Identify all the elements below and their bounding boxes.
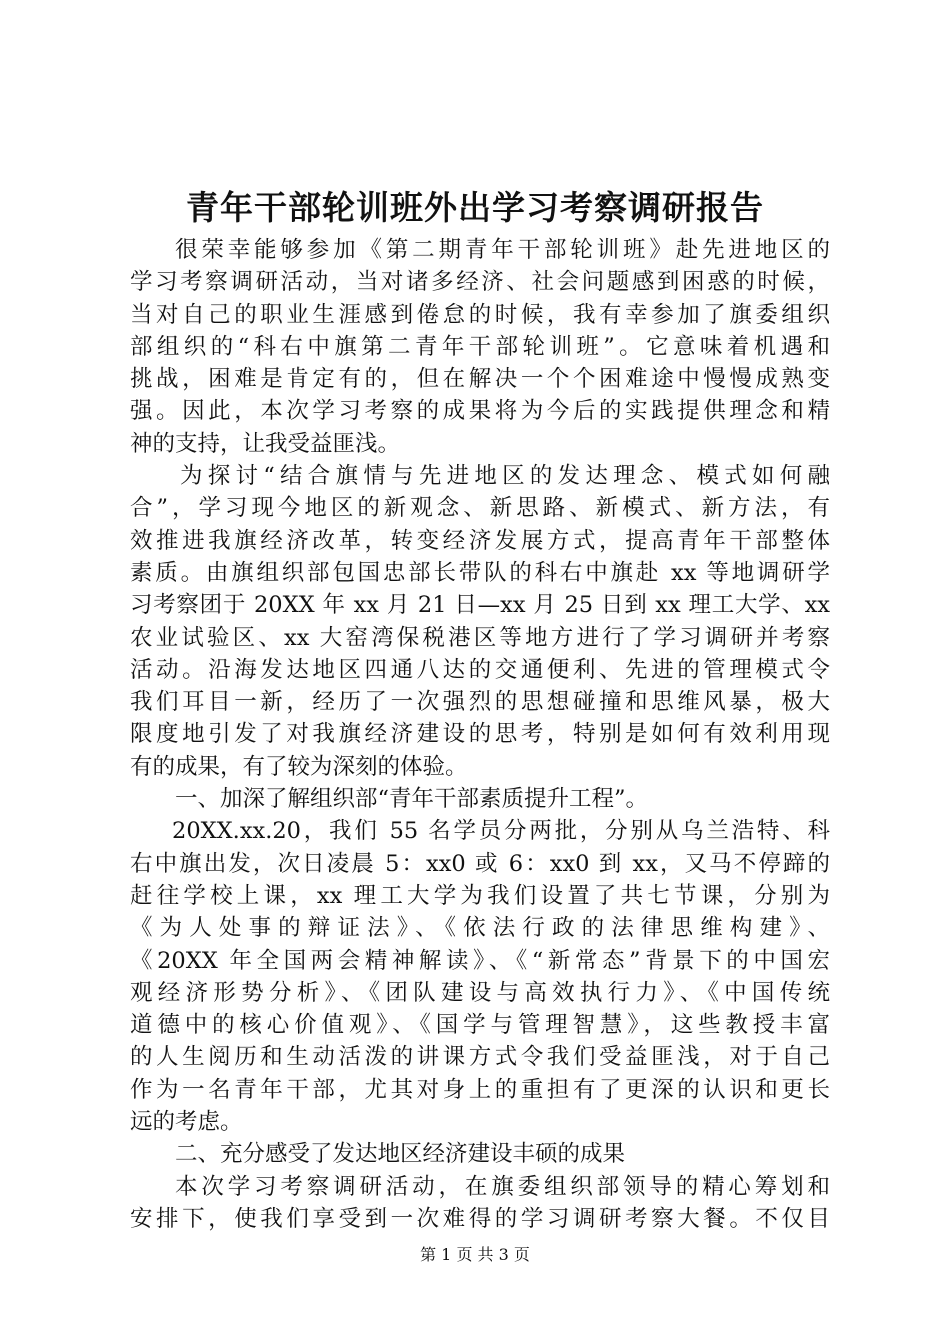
document-title: 青年干部轮训班外出学习考察调研报告: [186, 188, 764, 227]
paragraph-line: 强。因此，本次学习考察的成果将为今后的实践提供理念和精: [130, 398, 830, 425]
paragraph-line: 挑战，困难是肯定有的，但在解决一个个困难途中慢慢成熟变: [130, 366, 830, 393]
paragraph-line: 合”，学习现今地区的新观念、新思路、新模式、新方法，有: [130, 495, 830, 522]
paragraph-line: 20XX.xx.20，我们 55 名学员分两批，分别从乌兰浩特、科: [172, 818, 830, 845]
paragraph-line: 习考察团于 20XX 年 xx 月 21 日—xx 月 25 日到 xx 理工大学、xx: [130, 592, 830, 619]
paragraph-line: 学习考察调研活动，当对诸多经济、社会问题感到困惑的时候，: [130, 269, 830, 296]
document-body: [130, 234, 830, 1235]
paragraph-line: 效推进我旗经济改革，转变经济发展方式，提高青年干部整体: [130, 527, 830, 554]
paragraph-line: 的人生阅历和生动活泼的讲课方式令我们受益匪浅，对于自己: [130, 1044, 830, 1071]
paragraph-line: 赶往学校上课，xx 理工大学为我们设置了共七节课，分别为: [130, 882, 830, 909]
page-number-footer: 第 1 页 共 3 页: [420, 1245, 530, 1264]
paragraph-line: 观经济形势分析》、《团队建设与高效执行力》、《中国传统: [130, 979, 830, 1006]
paragraph-line: 《为人处事的辩证法》、《依法行政的法律思维构建》、: [130, 915, 830, 942]
section-heading: 二、充分感受了发达地区经济建设丰硕的成果: [175, 1141, 626, 1168]
paragraph-line: 为探讨“结合旗情与先进地区的发达理念、模式如何融: [180, 463, 830, 490]
paragraph-line: 部组织的“科右中旗第二青年干部轮训班”。它意味着机遇和: [130, 333, 830, 360]
paragraph-line: 安排下，使我们享受到一次难得的学习调研考察大餐。不仅目: [130, 1205, 830, 1232]
section-heading: 一、加深了解组织部“青年干部素质提升工程”。: [175, 786, 649, 813]
paragraph-line: 活动。沿海发达地区四通八达的交通便利、先进的管理模式令: [130, 656, 830, 683]
paragraph-line: 限度地引发了对我旗经济建设的思考，特别是如何有效利用现: [130, 721, 830, 748]
paragraph-line: 有的成果，有了较为深刻的体验。: [130, 753, 468, 780]
paragraph-line: 作为一名青年干部，尤其对身上的重担有了更深的认识和更长: [130, 1076, 830, 1103]
paragraph-line: 当对自己的职业生涯感到倦怠的时候，我有幸参加了旗委组织: [130, 301, 830, 328]
paragraph-line: 《20XX 年全国两会精神解读》、《“新常态”背景下的中国宏: [130, 947, 830, 974]
paragraph-line: 我们耳目一新，经历了一次强烈的思想碰撞和思维风暴，极大: [130, 689, 830, 716]
paragraph-line: 远的考虑。: [130, 1109, 243, 1136]
paragraph-line: 神的支持，让我受益匪浅。: [130, 430, 401, 457]
paragraph-line: 很荣幸能够参加《第二期青年干部轮训班》赴先进地区的: [175, 237, 830, 263]
paragraph-line: 本次学习考察调研活动，在旗委组织部领导的精心筹划和: [175, 1173, 830, 1200]
paragraph-line: 右中旗出发，次日凌晨 5：xx0 或 6：xx0 到 xx，又马不停蹄的: [130, 850, 830, 877]
paragraph-line: 素质。由旗组织部包国忠部长带队的科右中旗赴 xx 等地调研学: [130, 559, 830, 586]
paragraph-line: 道德中的核心价值观》、《国学与管理智慧》，这些教授丰富: [130, 1012, 830, 1039]
paragraph-line: 农业试验区、xx 大窑湾保税港区等地方进行了学习调研并考察: [130, 624, 830, 651]
